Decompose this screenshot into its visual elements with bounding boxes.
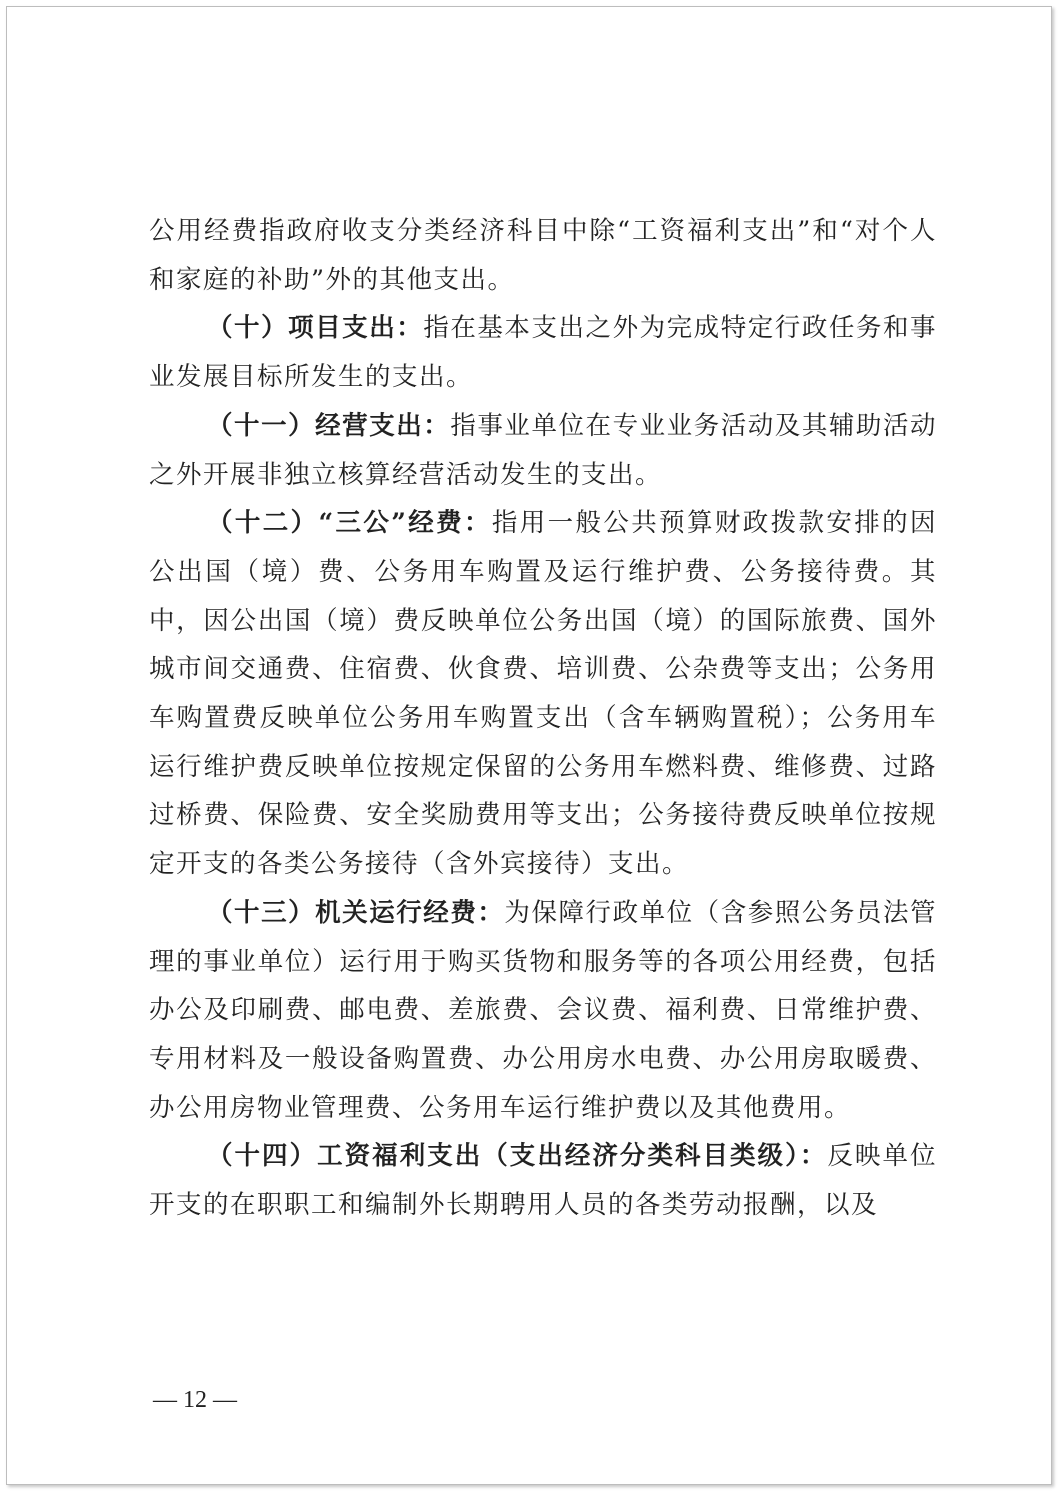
paragraph-text: 指用一般公共预算财政拨款安排的因公出国（境）费、公务用车购置及运行维护费、公务接待费。其中，因公出国（境）费反映单位公务出国（境）的国际旅费、国外城市间交通费、住宿费、伙食费、培训费、公杂费等支出；公务用车购置费反映单位公务用车购置支出（含车辆购置税）；公务用车运行维护费反映单位按规定保留的公务用车燃料费、维修费、过路过桥费、保险费、安全奖励费用等支出；公务接待费反映单位按规定开支的各类公务接待（含外宾接待）支出。	[149, 508, 937, 880]
paragraph-text: 为保障行政单位（含参照公务员法管理的事业单位）运行用于购买货物和服务等的各项公用经费，包括办公及印刷费、邮电费、差旅费、会议费、福利费、日常维护费、专用材料及一般设备购置费、办公用房水电费、办公用房取暖费、办公用房物业管理费、公务用车运行维护费以及其他费用。	[149, 897, 937, 1123]
paragraph-public-funds	[149, 207, 937, 304]
paragraph-heading: （十二）“三公”经费：	[207, 508, 492, 539]
paragraph-text: 指在基本支出之外为完成特定行政任务和事业发展目标所发生的支出。	[149, 313, 937, 393]
page-body	[149, 207, 937, 1230]
paragraph-operating-expenditure	[149, 402, 937, 499]
page-number: — 12 —	[153, 1387, 237, 1413]
paragraph-project-expenditure	[149, 304, 937, 401]
paragraph-agency-operating-funds	[149, 889, 937, 1133]
paragraph-heading: （十三）机关运行经费：	[207, 897, 505, 928]
paragraph-heading: （十一）经营支出：	[207, 410, 451, 441]
paragraph-heading: （十）项目支出：	[207, 313, 424, 344]
paragraph-heading: （十四）工资福利支出（支出经济分类科目类级）：	[207, 1141, 828, 1172]
paragraph-salary-welfare	[149, 1132, 937, 1229]
paragraph-three-public-funds	[149, 499, 937, 889]
paragraph-text: 公用经费指政府收支分类经济科目中除“工资福利支出”和“对个人和家庭的补助”外的其他支出。	[149, 216, 937, 295]
paragraph-text: 指事业单位在专业业务活动及其辅助活动之外开展非独立核算经营活动发生的支出。	[149, 410, 937, 490]
paragraph-text: 反映单位开支的在职职工和编制外长期聘用人员的各类劳动报酬，以及	[149, 1141, 937, 1221]
document-page	[6, 6, 1052, 1485]
